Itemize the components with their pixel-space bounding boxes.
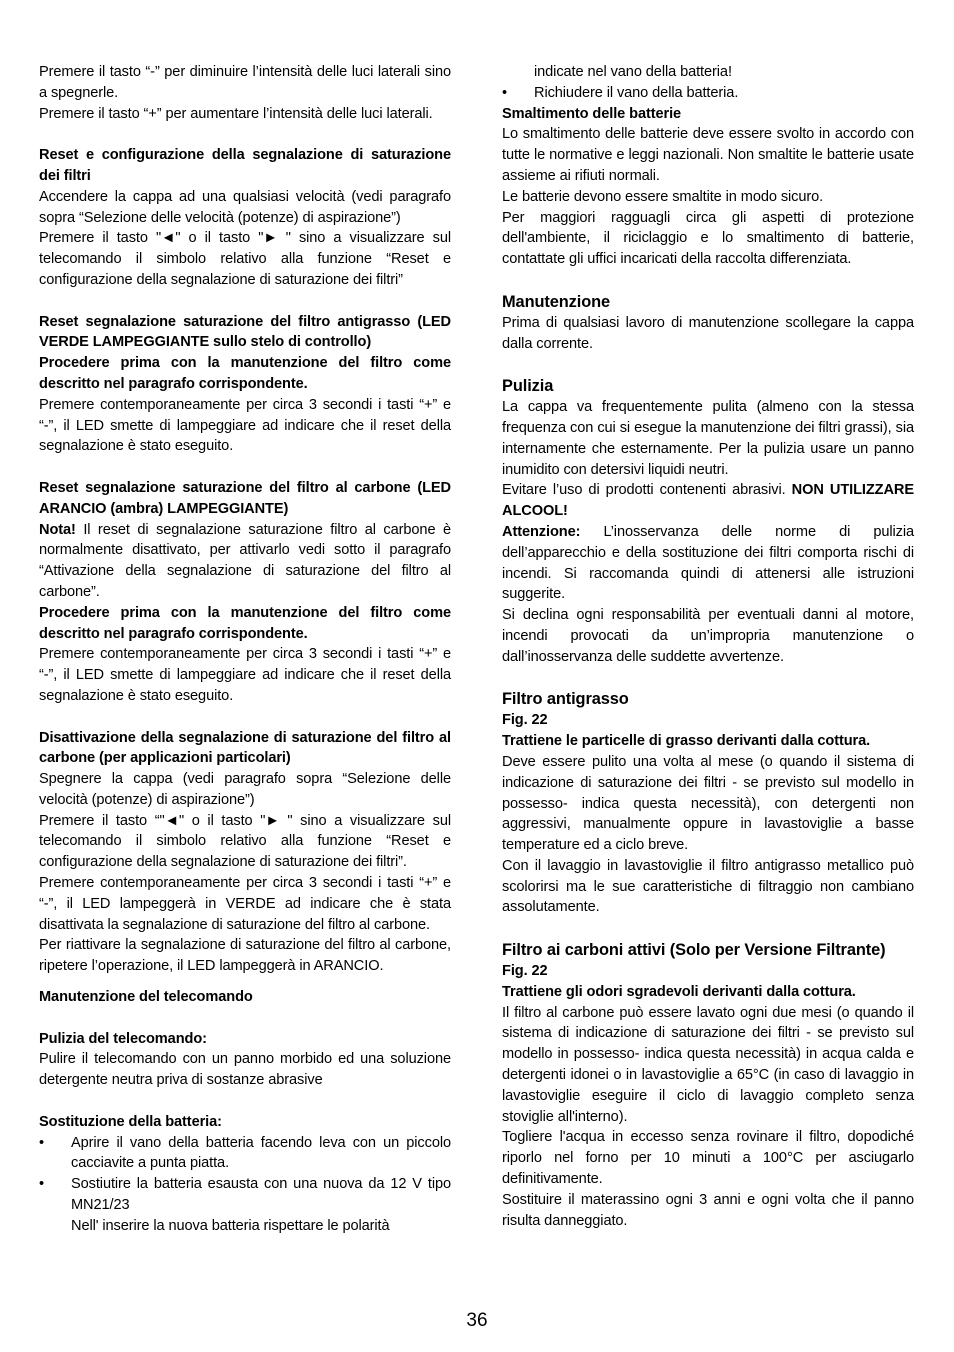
bullet: • — [39, 1176, 45, 1193]
section-heading: Disattivazione della segnalazione di saturazione del filtro al carbone (per applicazioni particolari) — [39, 729, 451, 767]
battery-steps-list-cont — [502, 83, 914, 104]
paragraph: Le batterie devono essere smaltite in modo sicuro. — [502, 188, 824, 205]
paragraph: Premere il tasto "◄" o il tasto "► " sino a visualizzare sul telecomando il simbolo relativo alla funzione “Reset e configurazione della segnalazione di saturazione dei filtri” — [39, 230, 451, 288]
paragraph: Per maggiori ragguagli circa gli aspetti di protezione dell'ambiente, il riciclaggio e lo smaltimento di batterie, contattate gli uffici incaricati della raccolta differenziata. — [502, 209, 914, 268]
paragraph: Deve essere pulito una volta al mese (o quando il sistema di indicazione di saturazione dei filtri - se previsto sul modello in possesso- indica questa necessità), con detergenti non aggressivi, manualmente oppure in lavastoviglie a basse temperature ed a ciclo breve. — [502, 753, 914, 854]
paragraph: Premere contemporaneamente per circa 3 secondi i tasti “+” e “-”, il LED smette di lampeggiare ad indicare che il reset della segnalazione è stato eseguito. — [39, 646, 451, 704]
paragraph: Premere contemporaneamente per circa 3 secondi i tasti “+” e “-”, il LED lampeggerà in VERDE ad indicare che è stata disattivata la segnalazione di saturazione del filtro al carbone. — [39, 875, 451, 933]
paragraph: Con il lavaggio in lavastoviglie il filtro antigrasso metallico può scolorirsi ma le sue caratteristiche di filtraggio non cambiano assolutamente. — [502, 857, 914, 916]
warning-paragraph: Evitare l’uso di prodotti contenenti abrasivi. NON UTILIZZARE ALCOOL! — [502, 482, 915, 520]
paragraph: Premere il tasto “"◄" o il tasto "► " sino a visualizzare sul telecomando il simbolo relativo alla funzione “Reset e configurazione della segnalazione di saturazione dei filtri”. — [39, 812, 451, 871]
paragraph: Premere contemporaneamente per circa 3 secondi i tasti “+” e “-”, il LED smette di lampeggiare ad indicare che il reset della segnalazione è stato eseguito. — [39, 396, 451, 455]
paragraph: La cappa va frequentemente pulita (almeno con la stessa frequenza con cui si esegue la manutenzione dei filtri grassi), sia internamente che esternamente. Per la pulizia usare un panno inumidito con detersivi liquidi neutri. — [502, 399, 914, 478]
list-continuation: indicate nel vano della batteria! — [534, 64, 732, 80]
paragraph: Prima di qualsiasi lavoro di manutenzione scollegare la cappa dalla corrente. — [502, 314, 914, 352]
section-heading: Sostituzione della batteria: — [39, 1113, 222, 1130]
bold-subtitle: Trattiene le particelle di grasso derivanti dalla cottura. — [502, 733, 871, 750]
paragraph: Premere il tasto “+” per aumentare l’intensità delle luci laterali. — [39, 105, 433, 122]
list-item: • Aprire il vano della batteria facendo leva con un piccolo cacciavite a punta piatta. — [39, 1134, 451, 1172]
note-text: Il reset di segnalazione saturazione filtro al carbone è normalmente disattivato, per attivarlo vedi sotto il paragrafo “Attivazione della segnalazione di saturazione del filtro al carbone”. — [39, 521, 451, 600]
section-title: Pulizia — [502, 377, 554, 396]
section-title: Filtro antigrasso — [502, 690, 629, 709]
no-alcohol-warning: NON UTILIZZARE ALCOOL! — [502, 482, 915, 520]
section-heading: Manutenzione del telecomando — [39, 989, 253, 1006]
section-heading: Smaltimento delle batterie — [502, 105, 682, 122]
section-title: Filtro ai carboni attivi (Solo per Versione Filtrante) — [502, 941, 886, 960]
bold-subtitle: Trattiene gli odori sgradevoli derivanti dalla cottura. — [502, 983, 856, 1000]
section-title: Manutenzione — [502, 292, 611, 311]
paragraph: Si declina ogni responsabilità per eventuali danni al motore, incendi provocati da un’impropria manutenzione o dall’inosservanza delle suddette avvertenze. — [502, 607, 914, 665]
paragraph: Accendere la cappa ad una qualsiasi velocità (vedi paragrafo sopra “Selezione delle velocità (potenze) di aspirazione”) — [39, 188, 451, 226]
paragraph: Il filtro al carbone può essere lavato ogni due mesi (o quando il sistema di indicazione di saturazione dei filtri - se previsto sul modello in possesso- indica questa necessità) in acqua calda e detergenti idonei o in lavastoviglie a 65°C (in caso di lavaggio in lavastoviglie eseguire il ciclo di lavaggio completo senza stoviglie all'interno). — [502, 1004, 914, 1125]
note-paragraph — [39, 520, 451, 603]
paragraph: Togliere l'acqua in eccesso senza rovinare il filtro, dopodiché riporlo nel forno per 10 minuti a 100°C per asciugarlo definitivamente. — [502, 1129, 914, 1188]
section-heading: Reset segnalazione saturazione del filtro al carbone (LED ARANCIO (ambra) LAMPEGGIANTE) — [39, 479, 451, 517]
note-label: Nota! — [39, 521, 76, 538]
figure-reference: Fig. 22 — [502, 712, 548, 729]
bold-instruction: Procedere prima con la manutenzione del filtro come descritto nel paragrafo corrispondente. — [39, 355, 451, 392]
page-number: 36 — [466, 1310, 488, 1331]
paragraph: Sostituire il materassino ogni 3 anni e ogni volta che il panno risulta danneggiato. — [502, 1191, 914, 1229]
bold-instruction: Procedere prima con la manutenzione del filtro come descritto nel paragrafo corrispondente. — [39, 604, 451, 642]
section-heading: Reset segnalazione saturazione del filtro antigrasso (LED VERDE LAMPEGGIANTE sullo stelo di controllo) — [39, 313, 451, 351]
paragraph: Spegnere la cappa (vedi paragrafo sopra “Selezione delle velocità (potenze) di aspirazione”) — [39, 771, 451, 808]
left-column — [39, 62, 451, 1237]
section-heading: Reset e configurazione della segnalazione di saturazione dei filtri — [39, 147, 451, 184]
paragraph: Pulire il telecomando con un panno morbido ed una soluzione detergente neutra priva di sostanze abrasive — [39, 1051, 451, 1089]
list-item: • Sostiutire la batteria esausta con una nuova da 12 V tipo MN21/23 — [39, 1176, 451, 1214]
list-continuation: Nell' inserire la nuova batteria rispettare le polarità — [71, 1217, 390, 1234]
figure-reference: Fig. 22 — [502, 963, 548, 980]
paragraph: Lo smaltimento delle batterie deve essere svolto in accordo con tutte le normative e leggi nazionali. Non smaltite le batterie usate assieme ai rifiuti normali. — [502, 126, 914, 184]
right-column — [502, 62, 914, 1231]
paragraph: Premere il tasto “-” per diminuire l’intensità delle luci laterali sino a spegnerle. — [39, 64, 451, 101]
attention-label: Attenzione: — [502, 523, 581, 540]
attention-paragraph: Attenzione: L’inosservanza delle norme di pulizia dell’apparecchio e della sostituzione dei filtri comporta rischi di incendi. Si raccomanda quindi di attenersi alle istruzioni suggerite. — [502, 523, 914, 603]
bullet: • — [39, 1134, 45, 1151]
paragraph: Per riattivare la segnalazione di saturazione del filtro al carbone, ripetere l’operazione, il LED lampeggerà in ARANCIO. — [39, 937, 451, 975]
section-heading: Pulizia del telecomando: — [39, 1030, 207, 1047]
battery-steps-list — [39, 1133, 451, 1216]
bullet: • — [502, 84, 508, 101]
list-item: • Richiudere il vano della batteria. — [502, 83, 914, 104]
